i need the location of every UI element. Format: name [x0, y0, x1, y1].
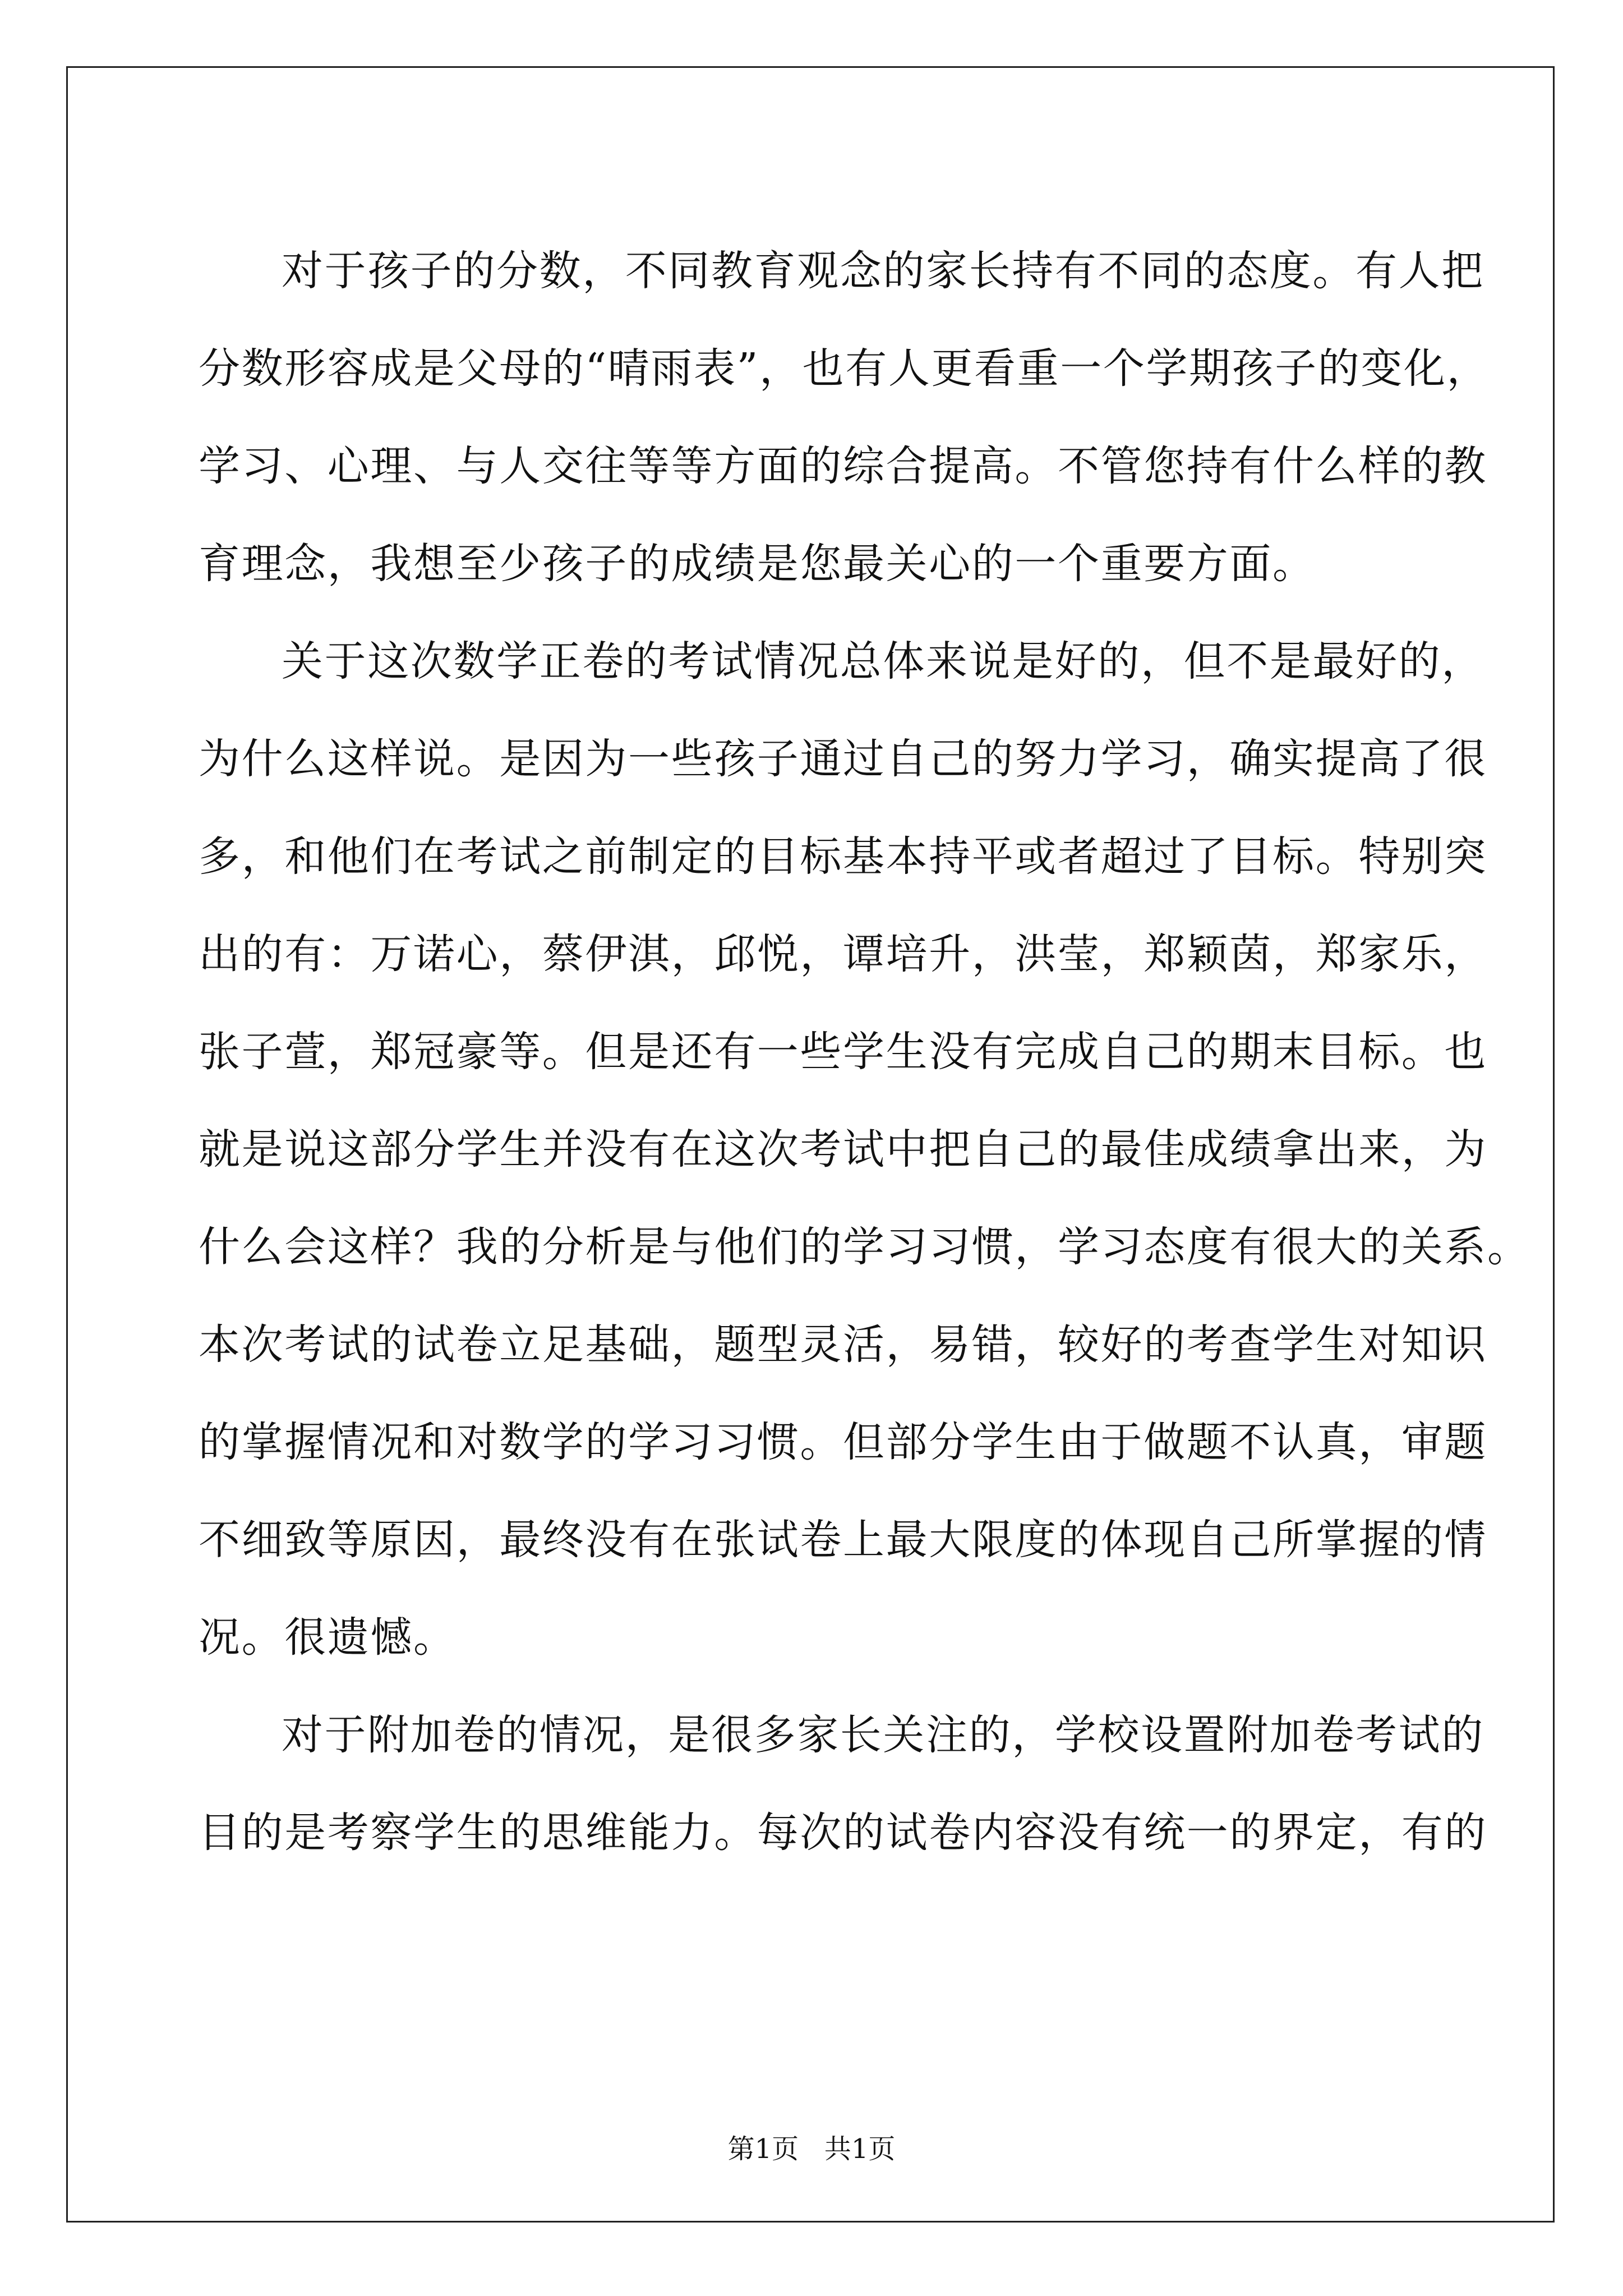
paragraph-2-line-4: 出的有：万诺心，蔡伊淇，邱悦，谭培升，洪莹，郑颖茵，郑家乐，	[199, 930, 1487, 978]
paragraph-1-line-4: 育理念，我想至少孩子的成绩是您最关心的一个重要方面。	[199, 540, 1316, 588]
paragraph-2-line-5: 张子萱，郑冠豪等。但是还有一些学生没有完成自己的期末目标。也	[199, 1028, 1487, 1076]
paragraph-2-line-8: 本次考试的试卷立足基础，题型灵活，易错，较好的考查学生对知识	[199, 1320, 1487, 1369]
paragraph-2-line-3: 多，和他们在考试之前制定的目标基本持平或者超过了目标。特别突	[199, 832, 1487, 881]
paragraph-2-line-11: 况。很遗憾。	[199, 1613, 457, 1662]
paragraph-3-line-2: 目的是考察学生的思维能力。每次的试卷内容没有统一的界定，有的	[199, 1809, 1487, 1857]
paragraph-2-line-1: 关于这次数学正卷的考试情况总体来说是好的，但不是最好的，	[282, 637, 1484, 685]
paragraph-2-line-9: 的掌握情况和对数学的学习习惯。但部分学生由于做题不认真，审题	[199, 1418, 1487, 1466]
page-footer: 第1页 共1页	[727, 2133, 896, 2165]
paragraph-1-line-2: 分数形容成是父母的“晴雨表”，也有人更看重一个学期孩子的变化，	[199, 344, 1490, 393]
paragraph-2-line-6: 就是说这部分学生并没有在这次考试中把自己的最佳成绩拿出来，为	[199, 1125, 1487, 1174]
paragraph-1-line-3: 学习、心理、与人交往等等方面的综合提高。不管您持有什么样的教	[199, 442, 1487, 490]
paragraph-1-line-1: 对于孩子的分数，不同教育观念的家长持有不同的态度。有人把	[282, 247, 1484, 295]
paragraph-3-line-1: 对于附加卷的情况，是很多家长关注的，学校设置附加卷考试的	[282, 1711, 1484, 1759]
paragraph-2-line-7: 什么会这样？我的分析是与他们的学习习惯，学习态度有很大的关系。	[199, 1223, 1530, 1271]
paragraph-2-line-10: 不细致等原因，最终没有在张试卷上最大限度的体现自己所掌握的情	[199, 1516, 1487, 1564]
document-body	[199, 222, 1530, 1881]
paragraph-2-line-2: 为什么这样说。是因为一些孩子通过自己的努力学习，确实提高了很	[199, 735, 1487, 783]
